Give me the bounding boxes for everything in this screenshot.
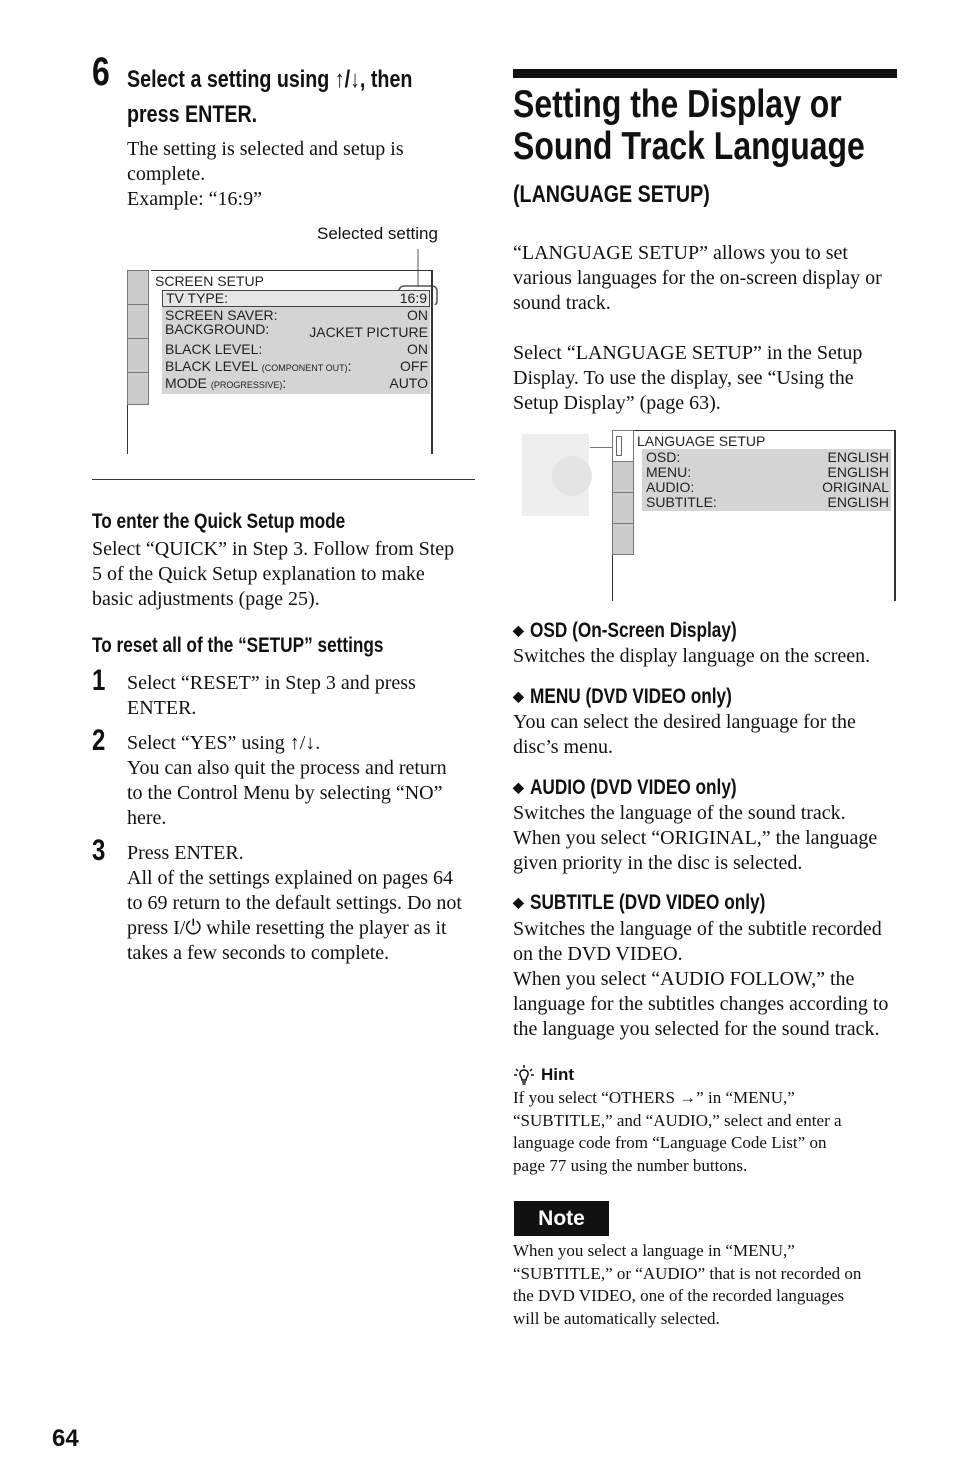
reset-heading <box>92 633 448 659</box>
item-subtitle-heading <box>513 890 817 917</box>
item-subtitle-body <box>513 917 913 1042</box>
reset-step-3-text <box>127 841 479 966</box>
item-audio-body <box>513 801 905 876</box>
body-line: Select “LANGUAGE SETUP” in the Setup <box>513 342 863 364</box>
label-sub: (COMPONENT OUT) <box>261 363 348 373</box>
body-line: to the Control Menu by selecting “NO” <box>127 782 443 804</box>
section-divider <box>92 479 475 480</box>
body-line: disc’s menu. <box>513 736 613 758</box>
body-line: “SUBTITLE,” or “AUDIO” that is not recorded on <box>513 1263 862 1283</box>
body-line: various languages for the on-screen display or <box>513 267 882 289</box>
setup-row-value: OFF <box>400 358 428 374</box>
display-tab <box>612 461 634 493</box>
lightbulb-icon <box>513 1064 535 1086</box>
label-main: BLACK LEVEL <box>165 358 258 374</box>
reset-heading-text: To reset all of the “SETUP” settings <box>92 634 384 657</box>
screen-setup-display <box>127 270 433 454</box>
language-setup-rows <box>642 449 891 511</box>
setup-row-black-level-component <box>162 358 430 375</box>
quick-setup-heading <box>92 509 401 535</box>
body-line: Select “RESET” in Step 3 and press <box>127 672 416 694</box>
setup-row-label: SCREEN SAVER: <box>165 307 278 323</box>
page-title <box>513 84 953 168</box>
body-line: basic adjustments (page 25). <box>92 588 320 610</box>
display-tab <box>612 492 634 524</box>
item-audio-heading <box>513 775 782 802</box>
lang-row-audio <box>642 479 891 495</box>
item-heading-text: OSD (On-Screen Display) <box>529 619 737 642</box>
body-line: ENTER. <box>127 697 197 719</box>
display-right-border <box>431 270 433 454</box>
display-tab <box>127 270 149 305</box>
body-line: “SUBTITLE,” and “AUDIO,” select and enter a <box>513 1110 842 1130</box>
hint-body <box>513 1087 905 1177</box>
label-main: MODE <box>165 375 207 391</box>
setup-row-value: ON <box>407 307 428 323</box>
body-line: When you select “ORIGINAL,” the language <box>513 827 878 849</box>
body-line: You can also quit the process and return <box>127 757 447 779</box>
page-title-line2: Sound Track Language <box>513 125 865 168</box>
body-line: on the DVD VIDEO. <box>513 943 683 965</box>
quick-setup-body <box>92 537 477 612</box>
page-number: 64 <box>52 1425 79 1452</box>
item-osd-heading <box>513 618 782 645</box>
reset-step-1-text <box>127 671 477 721</box>
body-line: When you select “AUDIO FOLLOW,” the <box>513 968 855 990</box>
setup-row-label <box>165 375 286 394</box>
setup-row-value: 16:9 <box>399 290 427 306</box>
setup-row-mode <box>162 375 430 392</box>
display-tab <box>127 338 149 373</box>
body-line: “LANGUAGE SETUP” allows you to set <box>513 242 848 264</box>
display-top-border <box>634 430 896 431</box>
screen-setup-rows <box>162 290 430 394</box>
body-line: here. <box>127 807 167 829</box>
setup-row-value: AUTO <box>389 375 428 391</box>
body-line: The setting is selected and setup is <box>127 138 404 160</box>
page-title-line1: Setting the Display or <box>513 83 842 126</box>
step-6-heading-line1: Select a setting using ↑/↓, then <box>127 66 413 93</box>
lang-row-subtitle <box>642 494 891 510</box>
note-label-box <box>514 1201 609 1236</box>
disc-icon <box>552 456 592 496</box>
lang-row-label: SUBTITLE: <box>646 494 717 510</box>
reset-step-1-number: 1 <box>92 664 106 697</box>
lang-row-label: OSD: <box>646 449 681 465</box>
body-line: Press ENTER. <box>127 842 244 864</box>
body-line: Display. To use the display, see “Using the <box>513 367 854 389</box>
intro-paragraph-2 <box>513 341 903 416</box>
body-line: sound track. <box>513 292 611 314</box>
display-tab <box>127 304 149 339</box>
language-setup-title: LANGUAGE SETUP <box>637 433 766 449</box>
setup-row-label: BLACK LEVEL: <box>165 341 263 357</box>
item-osd-body <box>513 644 905 669</box>
setup-row-value: ON <box>407 341 428 357</box>
body-line: Select “YES” using ↑/↓. <box>127 732 321 754</box>
quick-setup-heading-text: To enter the Quick Setup mode <box>92 510 346 533</box>
label-sub: (PROGRESSIVE) <box>210 380 283 390</box>
body-line: If you select “OTHERS →” in “MENU,” <box>513 1088 795 1107</box>
body-line: takes a few seconds to complete. <box>127 942 390 964</box>
label-suffix: : <box>282 375 287 391</box>
lang-row-label: MENU: <box>646 464 692 480</box>
setup-row-tv-type <box>162 290 430 307</box>
item-menu-body <box>513 710 905 760</box>
body-line: page 77 using the number buttons. <box>513 1155 748 1175</box>
disc-thumbnail <box>522 434 589 516</box>
intro-paragraph-1 <box>513 241 903 316</box>
body-line: language for the subtitles changes according to <box>513 993 889 1015</box>
setup-row-label: TV TYPE: <box>166 290 228 306</box>
reset-step-2-number: 2 <box>92 724 106 757</box>
reset-step-2-text <box>127 731 477 831</box>
setup-row-label: BACKGROUND: <box>165 321 270 337</box>
setup-row-black-level <box>162 341 430 358</box>
body-line: Setup Display” (page 63). <box>513 392 721 414</box>
screen-setup-title: SCREEN SETUP <box>155 273 264 289</box>
diamond-bullet-icon: ◆ <box>513 779 524 795</box>
setup-row-value: JACKET PICTURE <box>309 324 428 340</box>
body-line: Switches the language of the sound track. <box>513 802 846 824</box>
lang-row-value: ENGLISH <box>827 494 889 510</box>
body-line: Example: “16:9” <box>127 188 262 210</box>
lang-row-value: ORIGINAL <box>822 479 889 495</box>
note-body <box>513 1240 905 1330</box>
page-subtitle-text: (LANGUAGE SETUP) <box>513 181 710 208</box>
hint-label: Hint <box>541 1065 575 1084</box>
item-menu-heading <box>513 684 776 711</box>
body-line: the language you selected for the sound track. <box>513 1018 880 1040</box>
item-heading-text: MENU (DVD VIDEO only) <box>529 685 732 708</box>
lang-row-osd <box>642 449 891 465</box>
lang-row-value: ENGLISH <box>827 464 889 480</box>
title-rule <box>513 69 897 78</box>
body-line: Select “QUICK” in Step 3. Follow from Step <box>92 538 455 560</box>
display-tab <box>127 372 149 405</box>
selected-setting-callout: Selected setting <box>317 224 438 243</box>
lang-row-label: AUDIO: <box>646 479 695 495</box>
body-line: Switches the display language on the screen. <box>513 645 871 667</box>
body-line: 5 of the Quick Setup explanation to make <box>92 563 425 585</box>
page-subtitle <box>513 181 753 209</box>
body-line: the DVD VIDEO, one of the recorded languages <box>513 1286 845 1305</box>
body-line: press I/⏻ while resetting the player as it <box>127 917 447 939</box>
label-suffix: : <box>347 358 352 374</box>
step-6-body <box>127 137 467 212</box>
step-6-heading-line2: press ENTER. <box>127 101 258 128</box>
display-top-border <box>151 270 433 271</box>
item-heading-text: AUDIO (DVD VIDEO only) <box>529 776 737 799</box>
body-line: language code from “Language Code List” on <box>513 1133 827 1152</box>
diamond-bullet-icon: ◆ <box>513 688 524 704</box>
body-line: Switches the language of the subtitle recorded <box>513 918 882 940</box>
setup-row-background <box>162 321 430 341</box>
display-tab <box>612 523 634 555</box>
reset-step-3-number: 3 <box>92 834 106 867</box>
display-right-border <box>894 430 896 601</box>
step-6-heading <box>127 62 567 132</box>
selected-tab-marker <box>616 436 622 456</box>
body-line: All of the settings explained on pages 64 <box>127 867 454 889</box>
body-line: will be automatically selected. <box>513 1308 720 1328</box>
lang-row-value: ENGLISH <box>827 449 889 465</box>
diamond-bullet-icon: ◆ <box>513 894 524 910</box>
step-6-number: 6 <box>92 50 110 94</box>
diamond-bullet-icon: ◆ <box>513 622 524 638</box>
item-heading-text: SUBTITLE (DVD VIDEO only) <box>529 891 766 914</box>
body-line: When you select a language in “MENU,” <box>513 1241 795 1260</box>
lang-row-menu <box>642 464 891 480</box>
language-setup-display <box>612 430 896 601</box>
body-line: to 69 return to the default settings. Do not <box>127 892 462 914</box>
body-line: given priority in the disc is selected. <box>513 852 803 874</box>
body-line: complete. <box>127 163 206 185</box>
note-label: Note <box>538 1207 585 1230</box>
body-line: You can select the desired language for the <box>513 711 856 733</box>
